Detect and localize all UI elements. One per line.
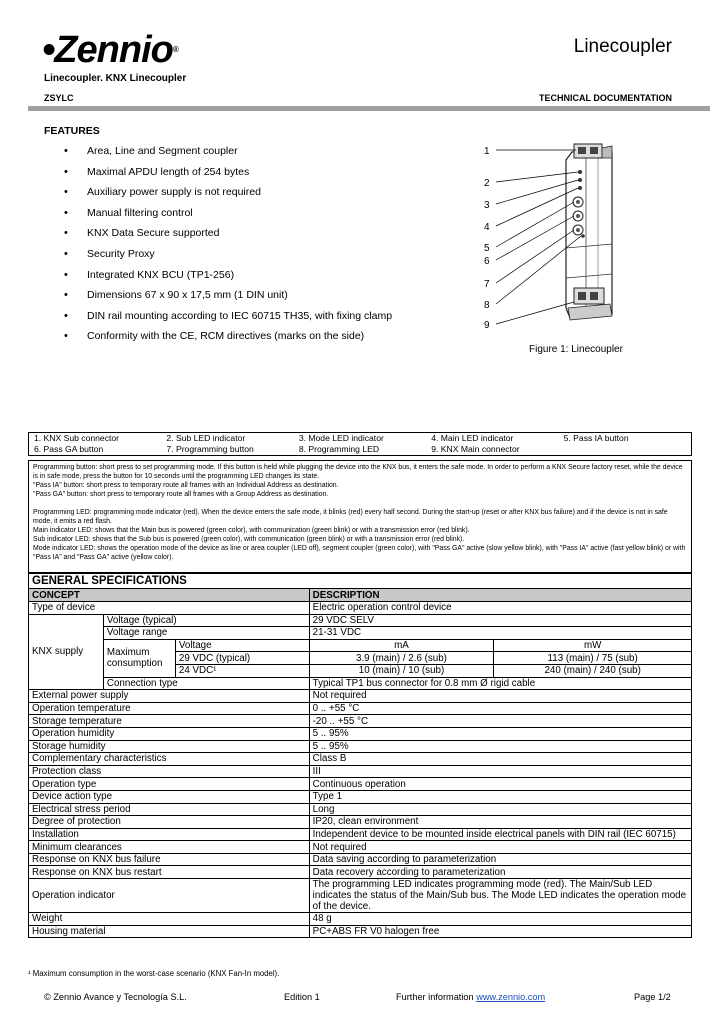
knx-supply-label: KNX supply [29,614,104,690]
consumption-mw: 240 (main) / 240 (sub) [494,664,692,677]
product-title: Linecoupler [573,36,672,57]
spec-value: Not required [309,841,691,854]
feature-item: • Conformity with the CE, RCM directives (marks on the side) [64,330,392,351]
spec-value: Electric operation control device [309,602,691,615]
note-pass-ga: "Pass GA" button: short press to temporary route all frames with a Group Address as destination. [33,491,329,498]
note-sub-led: Sub indicator LED: shows that the Sub bus is powered (green color), with communication (green blink) or with a transmission error (red blink). [33,536,465,543]
consumption-header-ma: mA [309,639,494,652]
consumption-header-voltage: Voltage [175,639,309,652]
consumption-header-mw: mW [494,639,692,652]
legend-item: 1. KNX Sub connector [34,433,120,443]
spec-label: Type of device [29,602,310,615]
feature-item: • Integrated KNX BCU (TP1-256) [64,269,392,290]
features-heading: FEATURES [44,125,100,137]
spec-label: Operation indicator [29,879,310,913]
spec-value: Independent device to be mounted inside electrical panels with DIN rail (IEC 60715) [309,828,691,841]
spec-label: Storage humidity [29,740,310,753]
component-legend [28,432,692,456]
spec-value: Data recovery according to parameterization [309,866,691,879]
feature-item: • Maximal APDU length of 254 bytes [64,166,392,187]
spec-value: Continuous operation [309,778,691,791]
spec-value: Type 1 [309,790,691,803]
spec-label: Device action type [29,790,310,803]
legend-item: 4. Main LED indicator [431,433,514,443]
specifications-table [28,573,692,938]
note-mode-led: Mode indicator LED: shows the operation mode of the device as line or area coupler (LED off), segment coupler (green color), with "Pass GA" active (slow yellow blink), with "Pass IA" active (fast yellow blink) or with "Pass IA" and "Pass GA" active (yellow color). [33,545,686,561]
spec-label: Voltage (typical) [103,614,309,627]
linecoupler-drawing [470,138,650,338]
feature-item: • Auxiliary power supply is not required [64,186,392,207]
spec-value: 21-31 VDC [309,627,691,640]
spec-label: Electrical stress period [29,803,310,816]
spec-value: IP20, clean environment [309,816,691,829]
spec-label: Protection class [29,765,310,778]
callout-1: 1 [484,146,490,157]
spec-value: Long [309,803,691,816]
consumption-mw: 113 (main) / 75 (sub) [494,652,692,665]
column-header-description: DESCRIPTION [309,589,691,602]
spec-label: Weight [29,913,310,926]
legend-item: 6. Pass GA button [34,444,104,454]
feature-item: • KNX Data Secure supported [64,227,392,248]
spec-value: 5 .. 95% [309,727,691,740]
spec-label: Operation humidity [29,727,310,740]
feature-item: • Dimensions 67 x 90 x 17,5 mm (1 DIN unit) [64,289,392,310]
legend-item [559,444,691,455]
spec-value: 0 .. +55 °C [309,702,691,715]
feature-item: • Manual filtering control [64,207,392,228]
document-type: TECHNICAL DOCUMENTATION [539,93,672,103]
spec-value: III [309,765,691,778]
callout-2: 2 [484,178,490,189]
legend-item: 7. Programming button [166,444,254,454]
footnote: ¹ Maximum consumption in the worst-case scenario (KNX Fan-In model). [28,969,280,978]
footer-page-number: Page 1/2 [634,992,671,1002]
operation-notes [28,460,692,573]
spec-label: Installation [29,828,310,841]
spec-label: Voltage range [103,627,309,640]
spec-value: 48 g [309,913,691,926]
specs-title: GENERAL SPECIFICATIONS [29,574,692,589]
legend-item: 2. Sub LED indicator [166,433,246,443]
column-header-concept: CONCEPT [29,589,310,602]
zennio-logo: •Zennio® [42,29,178,71]
spec-label: Complementary characteristics [29,753,310,766]
max-consumption-label: Maximum consumption [103,639,175,677]
callout-8: 8 [484,300,490,311]
spec-value: Typical TP1 bus connector for 0.8 mm Ø rigid cable [309,677,691,690]
legend-item: 9. KNX Main connector [431,444,520,454]
legend-item: 8. Programming LED [298,444,380,454]
note-pass-ia: "Pass IA" button: short press to temporary route all frames with an Individual Address as destination. [33,482,339,489]
callout-5: 5 [484,243,490,254]
model-code: ZSYLC [44,93,74,103]
document-subtitle: Linecoupler. KNX Linecoupler [44,73,187,84]
legend-item: 5. Pass IA button [563,433,629,443]
note-programming-led: Programming LED: programming mode indicator (red). When the device enters the safe mode, it blinks (red) every half second. During the start-up (reset or after KNX bus failure) and if the device is not in safe mode, it emits a red flash. [33,509,668,525]
spec-value: PC+ABS FR V0 halogen free [309,925,691,938]
spec-value: Not required [309,690,691,703]
zennio-website-link[interactable]: www.zennio.com [476,992,546,1002]
footer-edition: Edition 1 [284,992,320,1002]
spec-value: Class B [309,753,691,766]
callout-4: 4 [484,222,490,233]
callout-9: 9 [484,320,490,331]
spec-value: 29 VDC SELV [309,614,691,627]
consumption-voltage: 24 VDC¹ [175,664,309,677]
spec-value: Data saving according to parameterization [309,853,691,866]
note-main-led: Main indicator LED: shows that the Main bus is powered (green color), with communication (green blink) or with a transmission error (red blink). [33,527,470,534]
spec-label: Response on KNX bus failure [29,853,310,866]
callout-7: 7 [484,279,490,290]
consumption-voltage: 29 VDC (typical) [175,652,309,665]
header-divider [28,106,710,111]
spec-label: Storage temperature [29,715,310,728]
feature-item: • DIN rail mounting according to IEC 60715 TH35, with fixing clamp [64,310,392,331]
features-list [64,145,392,351]
spec-value: The programming LED indicates programming mode (red). The Main/Sub LED indicates the status of the Main/Sub bus. The Mode LED indicates the operation mode of the device. [309,879,691,913]
footer-more-info [396,992,545,1002]
consumption-ma: 10 (main) / 10 (sub) [309,664,494,677]
note-programming-button: Programming button: short press to set programming mode. If this button is held while plugging the device into the KNX bus, it enters the safe mode. In order to perform a KNX Secure factory reset, while the device is in safe mode, press the button for 10 seconds until the programming LED changes its state. [33,464,683,480]
legend-item: 3. Mode LED indicator [298,433,384,443]
spec-label: Housing material [29,925,310,938]
spec-label: Response on KNX bus restart [29,866,310,879]
callout-6: 6 [484,256,490,267]
registered-mark: ® [172,45,178,54]
consumption-ma: 3.9 (main) / 2.6 (sub) [309,652,494,665]
footer-more-info-label: Further information [396,992,474,1002]
spec-value: 5 .. 95% [309,740,691,753]
spec-label: Operation type [29,778,310,791]
figure-caption: Figure 1: Linecoupler [529,344,623,355]
spec-label: External power supply [29,690,310,703]
footer-company: © Zennio Avance y Tecnología S.L. [44,992,187,1002]
spec-label: Connection type [103,677,309,690]
spec-label: Operation temperature [29,702,310,715]
spec-value: -20 .. +55 °C [309,715,691,728]
callout-3: 3 [484,200,490,211]
device-figure [470,138,650,338]
spec-label: Minimum clearances [29,841,310,854]
spec-label: Degree of protection [29,816,310,829]
feature-item: • Security Proxy [64,248,392,269]
feature-item: • Area, Line and Segment coupler [64,145,392,166]
